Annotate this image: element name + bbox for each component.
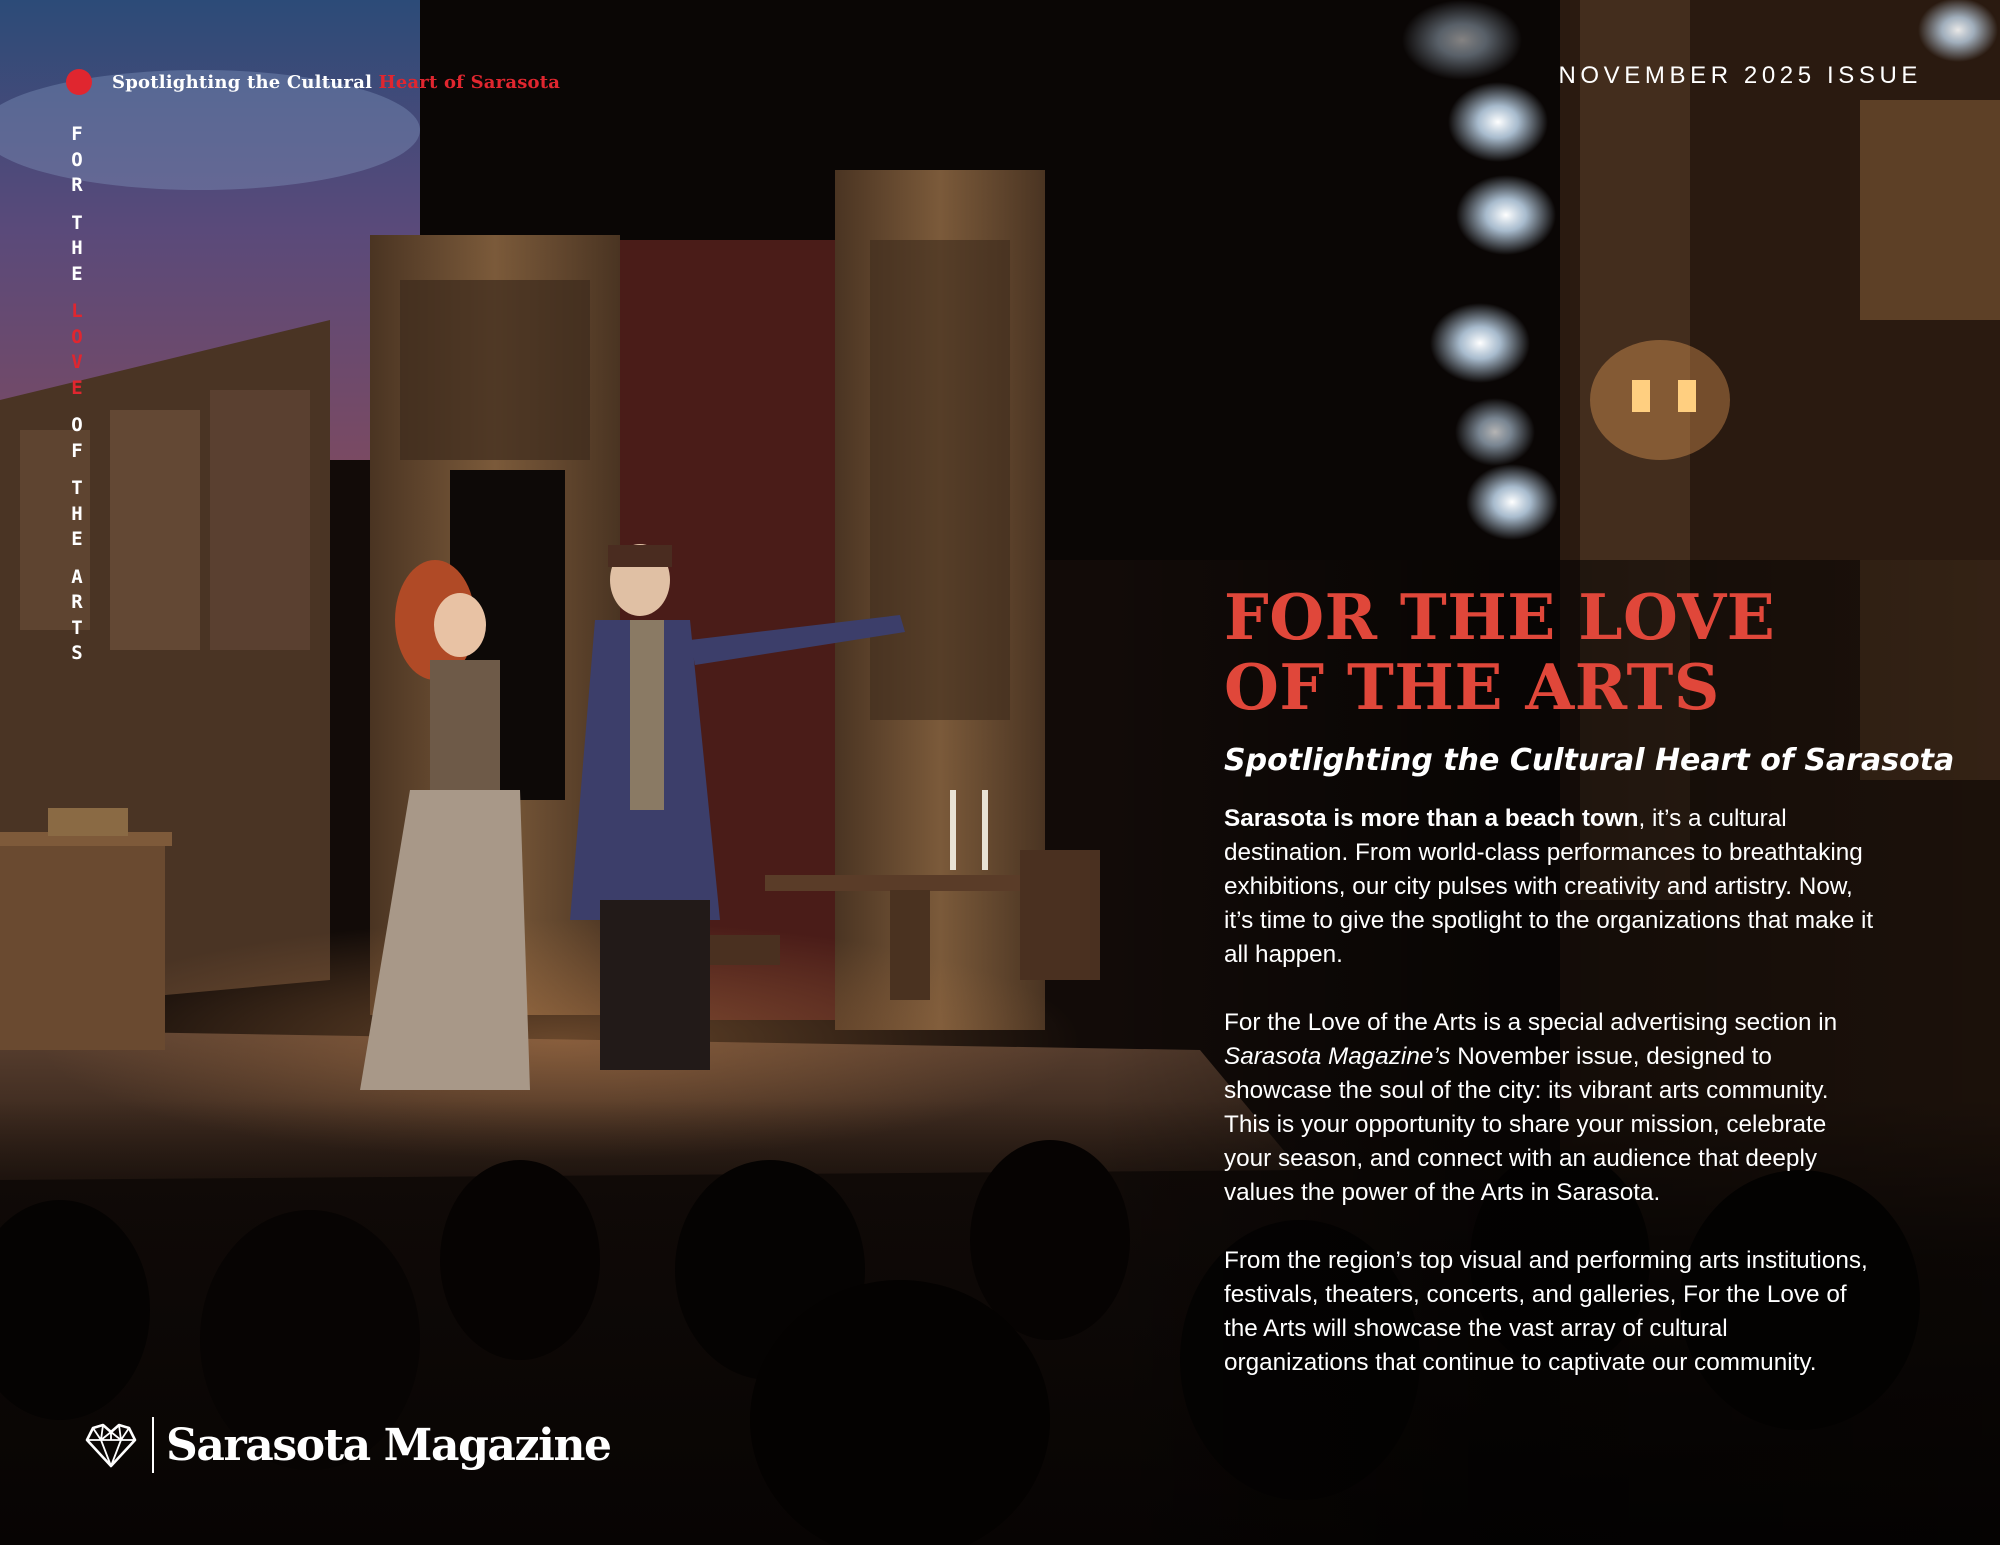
logo-wordmark: Sarasota Magazine <box>166 1419 611 1471</box>
red-dot-icon <box>66 69 92 95</box>
vertical-letter: T <box>71 616 83 639</box>
body-paragraph-3: From the region’s top visual and performing arts institutions, festivals, theaters, concerts, and galleries, For the Love of the Arts will showcase the vast array of cultural organizations that continue to captivate our community. <box>1224 1247 1868 1376</box>
vertical-letter: R <box>71 174 83 196</box>
vertical-letter: V <box>71 351 83 373</box>
tagline-text <box>112 72 560 93</box>
vertical-title <box>62 122 92 679</box>
vertical-word-2 <box>71 211 82 288</box>
vertical-letter: H <box>71 502 83 525</box>
issue-label: NOVEMBER 2025 ISSUE <box>1558 62 1922 89</box>
vertical-letter: O <box>71 148 83 171</box>
vertical-letter: T <box>71 477 83 499</box>
vertical-letter: L <box>71 300 83 322</box>
subheadline: Spotlighting the Cultural Heart of Sarasota <box>1224 743 1955 778</box>
body-p1-bold: Sarasota is more than a beach town <box>1224 805 1639 832</box>
body-paragraph-1 <box>1224 802 1874 972</box>
logo-divider <box>152 1417 154 1473</box>
body-paragraph-2 <box>1224 1006 1874 1210</box>
body-p1-rest: , it’s a cultural destination. From world-class performances to breathtaking exhibitions, our city pulses with creativity and artistry. Now, it’s time to give the spotlight to the organizations that make it all happen. <box>1224 805 1874 968</box>
vertical-letter: T <box>71 211 83 234</box>
vertical-letter: E <box>71 376 83 399</box>
vertical-word-6 <box>71 565 82 667</box>
vertical-letter: H <box>71 237 83 259</box>
vertical-letter: R <box>71 591 83 613</box>
vertical-letter: E <box>71 528 83 550</box>
heart-gem-icon <box>84 1422 138 1468</box>
headline <box>1224 582 1775 722</box>
body-p2-rest: November issue, designed to showcase the soul of the city: its vibrant arts community. This is your opportunity to share your mission, celebrate your season, and connect with an audience that deeply values the power of the Arts in Sarasota. <box>1224 1043 1829 1206</box>
tagline-accent: Heart of Sarasota <box>378 71 561 93</box>
sarasota-magazine-logo <box>84 1415 611 1475</box>
top-tagline <box>66 66 560 98</box>
vertical-word-1 <box>71 122 82 199</box>
vertical-letter: S <box>71 642 83 664</box>
vertical-word-5 <box>71 476 82 553</box>
vertical-letter: O <box>71 325 83 348</box>
vertical-word-3 <box>71 299 82 401</box>
body-p2-start: For the Love of the Arts is a special advertising section in <box>1224 1009 1838 1036</box>
vertical-letter: F <box>71 123 83 145</box>
headline-line-1: FOR THE LOVE <box>1224 580 1776 654</box>
tagline-prefix: Spotlighting the Cultural <box>112 71 373 93</box>
vertical-letter: F <box>71 439 83 462</box>
vertical-letter: O <box>71 414 83 436</box>
headline-line-2: OF THE ARTS <box>1224 650 1720 724</box>
body-copy <box>1224 802 1874 1414</box>
vertical-letter: E <box>71 262 83 285</box>
body-p2-italic: Sarasota Magazine’s <box>1224 1043 1451 1070</box>
vertical-letter: A <box>71 565 83 588</box>
vertical-word-4 <box>71 413 82 464</box>
